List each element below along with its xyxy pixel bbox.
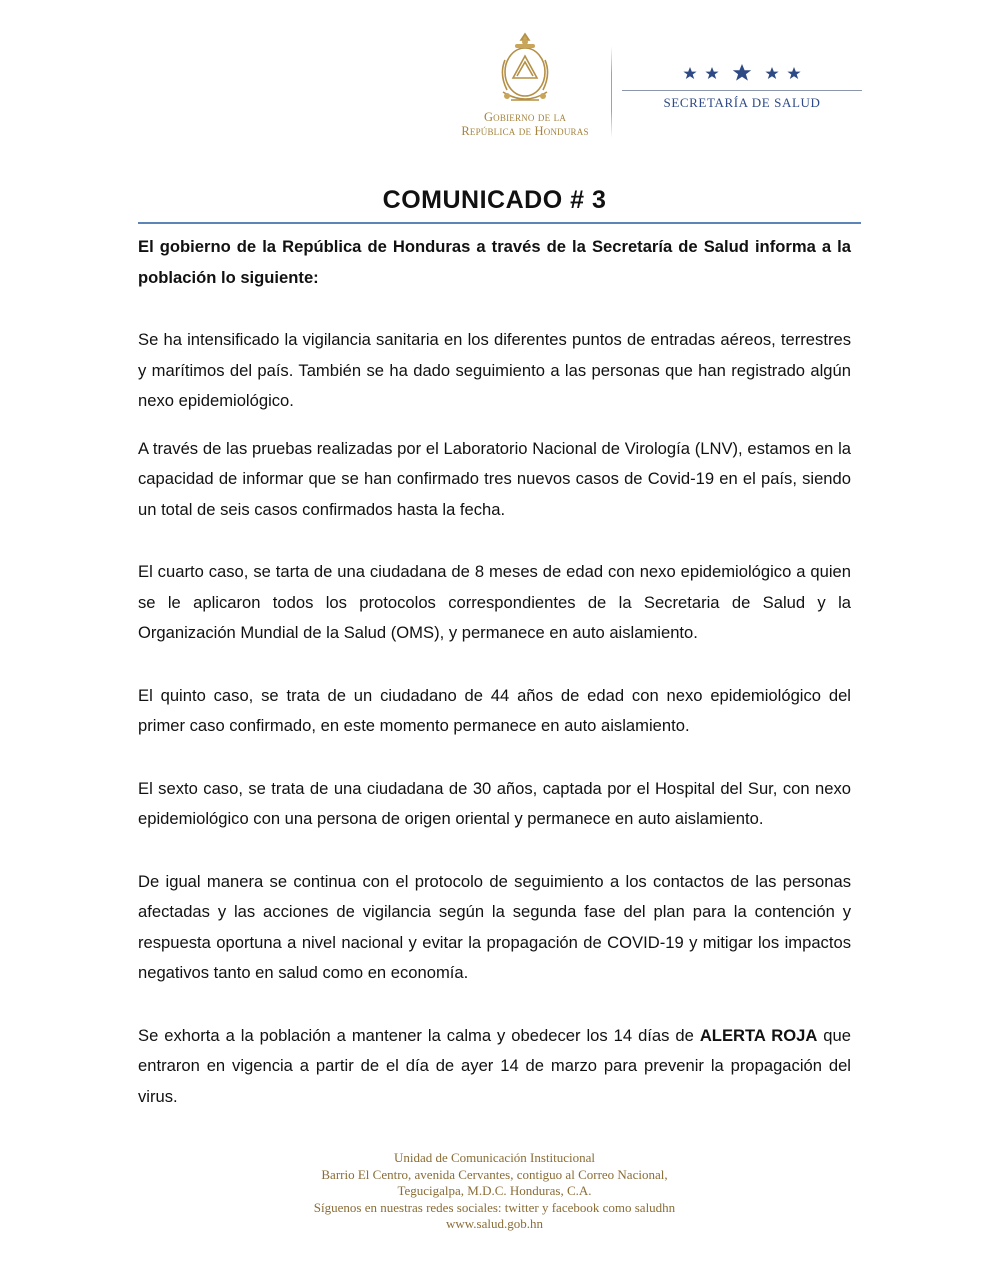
alert-roja-label: ALERTA ROJA — [699, 1025, 818, 1045]
intro-paragraph: El gobierno de la República de Honduras a través de la Secretaría de Salud informa a la población lo siguiente: — [138, 237, 851, 287]
gov-name-line1: Gobierno de la — [483, 110, 567, 124]
footer-website: www.salud.gob.hn — [445, 1216, 543, 1231]
paragraph-fourth-case: El cuarto caso, se tarta de una ciudadana de 8 meses de edad con nexo epidemiológico a quien se le aplicaron todos los protocolos correspondientes de la Secretaria de Salud y la Organización Mundial de la Salud (OMS), y permanece en auto aislamiento. — [138, 562, 851, 642]
footer-city: Tegucigalpa, M.D.C. Honduras, C.A. — [397, 1183, 592, 1198]
footer-social: Síguenos en nuestras redes sociales: twitter y facebook como saludhn — [313, 1199, 676, 1215]
paragraph-tests: A través de las pruebas realizadas por el Laboratorio Nacional de Virología (LNV), estamos en la capacidad de informar que se han confirmado tres nuevos casos de Covid-19 en el país, siendo un total de seis casos confirmados hasta la fecha. — [138, 438, 851, 519]
secretaria-name: SECRETARÍA DE SALUD — [663, 95, 821, 110]
header-divider — [611, 46, 612, 138]
alert-text-before: Se exhorta a la población a mantener la calma y obedecer los 14 días de — [138, 1025, 700, 1045]
footer — [0, 1150, 989, 1233]
title-underline — [138, 222, 861, 224]
document-title: COMUNICADO # 3 — [382, 186, 607, 214]
paragraph-vigilance: Se ha intensificado la vigilancia sanitaria en los diferentes puntos de entradas aéreos, terrestres y marítimos del país. También se ha dado seguimiento a las personas que han registrado algún nexo epidemiológico. — [138, 330, 851, 410]
secretaria-rule — [622, 90, 862, 91]
stars-icon — [682, 64, 802, 82]
paragraph-protocol: De igual manera se continua con el protocolo de seguimiento a los contactos de las personas afectadas y las acciones de vigilancia según la segunda fase del plan para la contención y respuesta oportuna a nivel nacional y evitar la propagación de COVID-19 y mitigar los impactos negativos tanto en salud como en economía. — [138, 871, 851, 982]
footer-address: Barrio El Centro, avenida Cervantes, contiguo al Correo Nacional, — [321, 1166, 668, 1182]
paragraph-fifth-case: El quinto caso, se trata de un ciudadano de 44 años de edad con nexo epidemiológico del primer caso confirmado, en este momento permanece en auto aislamiento. — [138, 685, 851, 735]
footer-unit: Unidad de Comunicación Institucional — [393, 1150, 596, 1165]
coat-of-arms-icon — [493, 30, 557, 110]
letterhead — [0, 30, 989, 150]
alert-text-after: que entraron en vigencia a partir de el día de ayer 14 de marzo para prevenir la propagación del virus. — [138, 1025, 851, 1106]
paragraph-alert — [138, 1021, 851, 1113]
government-logo — [440, 30, 610, 138]
secretaria-logo — [622, 64, 862, 111]
paragraph-sixth-case: El sexto caso, se trata de una ciudadana de 30 años, captada por el Hospital del Sur, con nexo epidemiológico con una persona de origen oriental y permanece en auto aislamiento. — [138, 778, 851, 828]
gov-name-line2: República de Honduras — [461, 124, 589, 138]
document-body — [138, 232, 851, 1112]
